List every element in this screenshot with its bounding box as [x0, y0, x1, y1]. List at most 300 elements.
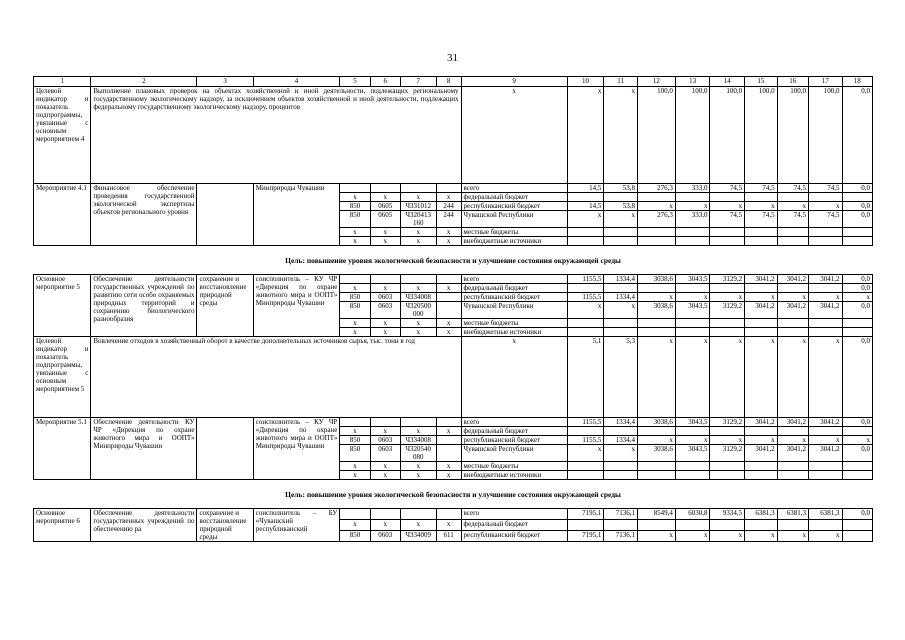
amount-cell: [745, 462, 777, 471]
budget-code-cell: [436, 509, 461, 520]
amount-cell: x: [604, 302, 638, 319]
amount-cell: [842, 228, 872, 237]
amount-cell: 74,5: [777, 184, 808, 193]
indicator-value-cell: 5,1: [567, 337, 604, 418]
budget-code-cell: [340, 509, 370, 520]
amount-cell: [808, 328, 842, 337]
table-section-3: [33, 508, 873, 542]
amount-cell: x: [808, 436, 842, 445]
column-number: 2: [91, 77, 197, 87]
amount-cell: [808, 462, 842, 471]
measure-5-1-executor: соисполнитель – КУ ЧР «Дирекция по охране животного мира и ООПТ» Минприроды Чувашии: [253, 418, 340, 480]
amount-cell: [637, 427, 675, 436]
column-number: 18: [842, 77, 872, 87]
funding-source-cell: местные бюджеты: [461, 228, 567, 237]
amount-cell: x: [637, 293, 675, 302]
amount-cell: [745, 237, 777, 246]
amount-cell: [675, 228, 710, 237]
amount-cell: [604, 471, 638, 480]
budget-code-cell: 0603: [370, 293, 400, 302]
amount-cell: [567, 462, 604, 471]
amount-cell: [842, 520, 872, 531]
amount-cell: [808, 471, 842, 480]
amount-cell: [604, 520, 638, 531]
amount-cell: 3129,2: [710, 275, 745, 284]
amount-cell: 0,0: [842, 302, 872, 319]
amount-cell: x: [808, 531, 842, 542]
column-number: 12: [637, 77, 675, 87]
amount-cell: 0,0: [842, 284, 872, 293]
amount-cell: [745, 520, 777, 531]
amount-cell: 8549,4: [637, 509, 675, 520]
budget-code-cell: x: [436, 328, 461, 337]
amount-cell: [710, 427, 745, 436]
measure-5-task: сохранение и восстановление природной среды: [197, 275, 253, 337]
amount-cell: x: [567, 302, 604, 319]
amount-cell: [710, 228, 745, 237]
amount-cell: 1334,4: [604, 418, 638, 427]
amount-cell: x: [637, 531, 675, 542]
amount-cell: [637, 228, 675, 237]
funding-source-cell: Чувашской Республики: [461, 211, 567, 228]
amount-cell: [604, 284, 638, 293]
column-number: 10: [567, 77, 604, 87]
amount-cell: x: [675, 293, 710, 302]
budget-code-cell: [340, 184, 370, 193]
column-number: 11: [604, 77, 638, 87]
amount-cell: [808, 427, 842, 436]
column-number: 9: [461, 77, 567, 87]
amount-cell: [710, 237, 745, 246]
amount-cell: 3129,2: [710, 418, 745, 427]
amount-cell: x: [637, 202, 675, 211]
amount-cell: x: [777, 202, 808, 211]
budget-code-cell: x: [370, 228, 400, 237]
budget-code-cell: [436, 293, 461, 302]
amount-cell: x: [675, 531, 710, 542]
funding-source-cell: внебюджетные источники: [461, 328, 567, 337]
budget-code-cell: x: [340, 193, 370, 202]
funding-source-cell: республиканский бюджет: [461, 293, 567, 302]
amount-cell: 74,5: [710, 211, 745, 228]
amount-cell: 53,8: [604, 184, 638, 193]
amount-cell: [604, 427, 638, 436]
amount-cell: [604, 328, 638, 337]
amount-cell: x: [842, 293, 872, 302]
amount-cell: 1334,4: [604, 293, 638, 302]
funding-source-cell: всего: [461, 184, 567, 193]
budget-code-cell: x: [400, 520, 436, 531]
indicator-value-cell: 100,0: [808, 87, 842, 184]
budget-code-cell: x: [340, 284, 370, 293]
amount-cell: 1334,4: [604, 275, 638, 284]
budget-code-cell: x: [400, 319, 436, 328]
amount-cell: 3041,2: [808, 418, 842, 427]
amount-cell: 74,5: [808, 184, 842, 193]
amount-cell: [710, 284, 745, 293]
amount-cell: [745, 284, 777, 293]
amount-cell: 7136,1: [604, 531, 638, 542]
budget-code-cell: 0605: [370, 202, 400, 211]
amount-cell: [637, 520, 675, 531]
budget-table-sheet: [33, 76, 873, 542]
funding-source-cell: федеральный бюджет: [461, 520, 567, 531]
amount-cell: [637, 471, 675, 480]
amount-cell: x: [567, 445, 604, 462]
amount-cell: 0,0: [842, 275, 872, 284]
indicator-value-cell: x: [567, 87, 604, 184]
amount-cell: 7136,1: [604, 509, 638, 520]
amount-cell: x: [675, 436, 710, 445]
budget-code-cell: x: [400, 462, 436, 471]
page-number: 31: [447, 52, 458, 64]
measure-6-label: Основное мероприятие 6: [34, 509, 91, 542]
amount-cell: 14,5: [567, 202, 604, 211]
amount-cell: x: [808, 293, 842, 302]
indicator-4-text: Выполнение плановых проверок на объектах хозяйственной и иной деятельности, подлежащих региональному государственному экологическому надзору, за исключением объектов хозяйственной и иной деятельности, подлежащих федеральному государственному экологическому надзору, процентов: [91, 87, 461, 184]
indicator-5-label: Целевой индикатор и показатель подпрограммы, увязанные с основным мероприятием 5: [34, 337, 91, 418]
budget-code-cell: x: [400, 193, 436, 202]
budget-code-cell: Ч334009: [400, 531, 436, 542]
budget-code-cell: 0603: [370, 531, 400, 542]
budget-code-cell: [436, 445, 461, 462]
amount-cell: [567, 237, 604, 246]
column-number: 15: [745, 77, 777, 87]
indicator-value-cell: 100,0: [675, 87, 710, 184]
amount-cell: [710, 520, 745, 531]
amount-cell: x: [637, 436, 675, 445]
amount-cell: [675, 427, 710, 436]
amount-cell: 14,5: [567, 184, 604, 193]
funding-source-cell: местные бюджеты: [461, 462, 567, 471]
indicator-value-cell: 100,0: [637, 87, 675, 184]
amount-cell: 74,5: [745, 184, 777, 193]
budget-code-cell: x: [400, 471, 436, 480]
amount-cell: [675, 193, 710, 202]
amount-cell: 1155,5: [567, 275, 604, 284]
budget-code-cell: Ч320540 080: [400, 445, 436, 462]
measure-6-executor: соисполнитель – БУ «Чувашский республиканский: [253, 509, 340, 542]
amount-cell: [567, 284, 604, 293]
amount-cell: 6381,3: [745, 509, 777, 520]
amount-cell: [745, 319, 777, 328]
amount-cell: 6030,8: [675, 509, 710, 520]
amount-cell: x: [710, 436, 745, 445]
amount-cell: [710, 462, 745, 471]
amount-cell: x: [675, 202, 710, 211]
indicator-value-cell: 0,0: [842, 87, 872, 184]
amount-cell: [567, 471, 604, 480]
funding-source-cell: республиканский бюджет: [461, 436, 567, 445]
measure-5-row: [34, 275, 873, 284]
budget-code-cell: [370, 184, 400, 193]
budget-code-cell: Ч320413 160: [400, 211, 436, 228]
amount-cell: 3043,5: [675, 445, 710, 462]
measure-5-label: Основное мероприятие 5: [34, 275, 91, 337]
measure-6-name: Обеспечение деятельности государственных учреждений по обеспечению ра: [91, 509, 197, 542]
column-number: 5: [340, 77, 370, 87]
amount-cell: 3043,5: [675, 275, 710, 284]
indicator-value-cell: x: [461, 87, 567, 184]
amount-cell: [808, 237, 842, 246]
amount-cell: [604, 319, 638, 328]
amount-cell: 3041,2: [808, 445, 842, 462]
amount-cell: 0,0: [842, 184, 872, 193]
funding-source-cell: местные бюджеты: [461, 319, 567, 328]
budget-code-cell: [400, 275, 436, 284]
budget-code-cell: x: [436, 520, 461, 531]
budget-code-cell: Ч320500 000: [400, 302, 436, 319]
budget-code-cell: x: [340, 237, 370, 246]
amount-cell: [710, 319, 745, 328]
budget-code-cell: x: [340, 319, 370, 328]
indicator-value-cell: 100,0: [777, 87, 808, 184]
amount-cell: [777, 520, 808, 531]
budget-code-cell: [436, 275, 461, 284]
amount-cell: 74,5: [808, 211, 842, 228]
amount-cell: 1155,5: [567, 418, 604, 427]
amount-cell: 3038,6: [637, 418, 675, 427]
budget-code-cell: x: [400, 427, 436, 436]
amount-cell: 3038,6: [637, 445, 675, 462]
budget-code-cell: x: [436, 284, 461, 293]
amount-cell: [675, 319, 710, 328]
funding-source-cell: республиканский бюджет: [461, 531, 567, 542]
amount-cell: [808, 319, 842, 328]
budget-code-cell: 0603: [370, 436, 400, 445]
amount-cell: [710, 193, 745, 202]
budget-code-cell: 244: [436, 211, 461, 228]
amount-cell: 0,0: [842, 509, 872, 520]
measure-4-1-name: Финансовое обеспечение проведения государственной экологической экспертизы объектов регионального уровня: [91, 184, 197, 246]
budget-code-cell: x: [400, 228, 436, 237]
amount-cell: [637, 237, 675, 246]
table-section-1: [33, 76, 873, 246]
indicator-value-cell: x: [777, 337, 808, 418]
column-number: 8: [436, 77, 461, 87]
amount-cell: x: [604, 211, 638, 228]
budget-code-cell: x: [370, 427, 400, 436]
amount-cell: 3041,2: [745, 302, 777, 319]
funding-source-cell: федеральный бюджет: [461, 284, 567, 293]
budget-code-cell: x: [436, 471, 461, 480]
measure-4-1-executor: Минприроды Чувашии: [253, 184, 340, 246]
amount-cell: 3043,5: [675, 302, 710, 319]
amount-cell: x: [745, 293, 777, 302]
amount-cell: [637, 328, 675, 337]
budget-code-cell: 244: [436, 202, 461, 211]
amount-cell: 0,0: [842, 445, 872, 462]
amount-cell: 6381,3: [777, 509, 808, 520]
measure-5-name: Обеспечение деятельности государственных учреждений по развитию сети особо охраняемых природных территорий и сохранению биологического разнообразия: [91, 275, 197, 337]
amount-cell: 3043,5: [675, 418, 710, 427]
goal-heading-2: Цель: повышение уровня экологической безопасности и улучшение состояния окружающей среды: [285, 489, 621, 499]
budget-code-cell: x: [370, 462, 400, 471]
amount-cell: 74,5: [710, 184, 745, 193]
amount-cell: [842, 471, 872, 480]
budget-code-cell: x: [436, 427, 461, 436]
indicator-value-cell: x: [637, 337, 675, 418]
amount-cell: [808, 284, 842, 293]
funding-source-cell: федеральный бюджет: [461, 427, 567, 436]
budget-code-cell: [436, 184, 461, 193]
budget-code-cell: 850: [340, 293, 370, 302]
budget-code-cell: 0605: [370, 211, 400, 228]
amount-cell: [842, 427, 872, 436]
amount-cell: x: [745, 436, 777, 445]
budget-code-cell: [370, 275, 400, 284]
amount-cell: 3129,2: [710, 445, 745, 462]
budget-code-cell: x: [436, 193, 461, 202]
indicator-value-cell: 5,3: [604, 337, 638, 418]
indicator-4-row: [34, 87, 873, 184]
amount-cell: [808, 520, 842, 531]
amount-cell: x: [604, 445, 638, 462]
funding-source-cell: республиканский бюджет: [461, 202, 567, 211]
budget-code-cell: Ч334008: [400, 436, 436, 445]
amount-cell: [604, 462, 638, 471]
budget-code-cell: 850: [340, 436, 370, 445]
budget-code-cell: Ч334008: [400, 293, 436, 302]
amount-cell: 74,5: [777, 211, 808, 228]
budget-code-cell: x: [340, 462, 370, 471]
amount-cell: 3041,2: [808, 302, 842, 319]
amount-cell: x: [745, 531, 777, 542]
budget-code-cell: 611: [436, 531, 461, 542]
amount-cell: [777, 284, 808, 293]
budget-code-cell: x: [370, 520, 400, 531]
amount-cell: 3129,2: [710, 302, 745, 319]
amount-cell: [675, 284, 710, 293]
amount-cell: 3038,6: [637, 275, 675, 284]
amount-cell: [675, 471, 710, 480]
budget-code-cell: 850: [340, 531, 370, 542]
amount-cell: [777, 237, 808, 246]
amount-cell: [637, 284, 675, 293]
funding-source-cell: Чувашской Республики: [461, 302, 567, 319]
amount-cell: 3041,2: [777, 275, 808, 284]
indicator-value-cell: 100,0: [710, 87, 745, 184]
amount-cell: x: [710, 531, 745, 542]
amount-cell: [777, 319, 808, 328]
funding-source-cell: федеральный бюджет: [461, 193, 567, 202]
column-number: 13: [675, 77, 710, 87]
table-section-2: [33, 274, 873, 480]
amount-cell: x: [745, 202, 777, 211]
amount-cell: 3041,2: [777, 302, 808, 319]
amount-cell: 333,0: [675, 211, 710, 228]
indicator-value-cell: x: [808, 337, 842, 418]
amount-cell: 3041,2: [745, 418, 777, 427]
indicator-5-text: Вовлечение отходов в хозяйственный оборот в качестве дополнительных источников сырья, тыс. тонн в год: [91, 337, 461, 418]
amount-cell: 3041,2: [777, 445, 808, 462]
amount-cell: [710, 328, 745, 337]
budget-code-cell: x: [340, 328, 370, 337]
budget-code-cell: x: [370, 328, 400, 337]
measure-4-1-task: [197, 184, 253, 246]
budget-code-cell: x: [436, 237, 461, 246]
amount-cell: 3041,2: [745, 445, 777, 462]
amount-cell: [745, 427, 777, 436]
amount-cell: [675, 237, 710, 246]
amount-cell: [842, 319, 872, 328]
indicator-value-cell: x: [604, 87, 638, 184]
amount-cell: [604, 228, 638, 237]
amount-cell: [567, 319, 604, 328]
measure-5-1-row: [34, 418, 873, 427]
budget-code-cell: [436, 418, 461, 427]
budget-code-cell: 850: [340, 202, 370, 211]
column-number: 14: [710, 77, 745, 87]
amount-cell: x: [777, 293, 808, 302]
budget-code-cell: x: [340, 427, 370, 436]
budget-code-cell: x: [370, 319, 400, 328]
amount-cell: [567, 520, 604, 531]
amount-cell: [777, 471, 808, 480]
column-number: 17: [808, 77, 842, 87]
amount-cell: [777, 193, 808, 202]
measure-5-1-name: Обеспечение деятельности КУ ЧР «Дирекция по охране животного мира и ООПТ» Минприроды Чувашии: [91, 418, 197, 480]
amount-cell: x: [710, 202, 745, 211]
amount-cell: 3041,2: [745, 275, 777, 284]
budget-code-cell: [400, 509, 436, 520]
funding-source-cell: всего: [461, 509, 567, 520]
budget-code-cell: x: [370, 193, 400, 202]
amount-cell: [842, 462, 872, 471]
budget-code-cell: [370, 418, 400, 427]
amount-cell: [842, 237, 872, 246]
amount-cell: [567, 328, 604, 337]
measure-5-1-task: [197, 418, 253, 480]
amount-cell: [745, 193, 777, 202]
budget-code-cell: [400, 184, 436, 193]
amount-cell: [675, 462, 710, 471]
amount-cell: [777, 228, 808, 237]
budget-code-cell: [340, 418, 370, 427]
amount-cell: 3041,2: [808, 275, 842, 284]
column-number: 1: [34, 77, 91, 87]
amount-cell: 3041,2: [777, 418, 808, 427]
budget-code-cell: x: [340, 520, 370, 531]
amount-cell: 0,0: [842, 202, 872, 211]
column-number: 7: [400, 77, 436, 87]
amount-cell: [808, 228, 842, 237]
indicator-value-cell: x: [710, 337, 745, 418]
amount-cell: [777, 462, 808, 471]
budget-code-cell: 0603: [370, 302, 400, 319]
budget-code-cell: [370, 509, 400, 520]
amount-cell: [567, 228, 604, 237]
measure-5-1-label: Мероприятие 5.1: [34, 418, 91, 480]
funding-source-cell: всего: [461, 275, 567, 284]
column-number: 6: [370, 77, 400, 87]
amount-cell: 3038,6: [637, 302, 675, 319]
amount-cell: [675, 328, 710, 337]
amount-cell: 6381,3: [808, 509, 842, 520]
budget-code-cell: 0603: [370, 445, 400, 462]
indicator-value-cell: 0,0: [842, 337, 872, 418]
column-number: 16: [777, 77, 808, 87]
budget-code-cell: x: [436, 319, 461, 328]
amount-cell: 53,8: [604, 202, 638, 211]
column-number-row: [34, 77, 873, 87]
amount-cell: 1155,5: [567, 436, 604, 445]
amount-cell: 9334,5: [710, 509, 745, 520]
amount-cell: [842, 193, 872, 202]
budget-code-cell: 850: [340, 302, 370, 319]
amount-cell: [745, 471, 777, 480]
amount-cell: [710, 471, 745, 480]
